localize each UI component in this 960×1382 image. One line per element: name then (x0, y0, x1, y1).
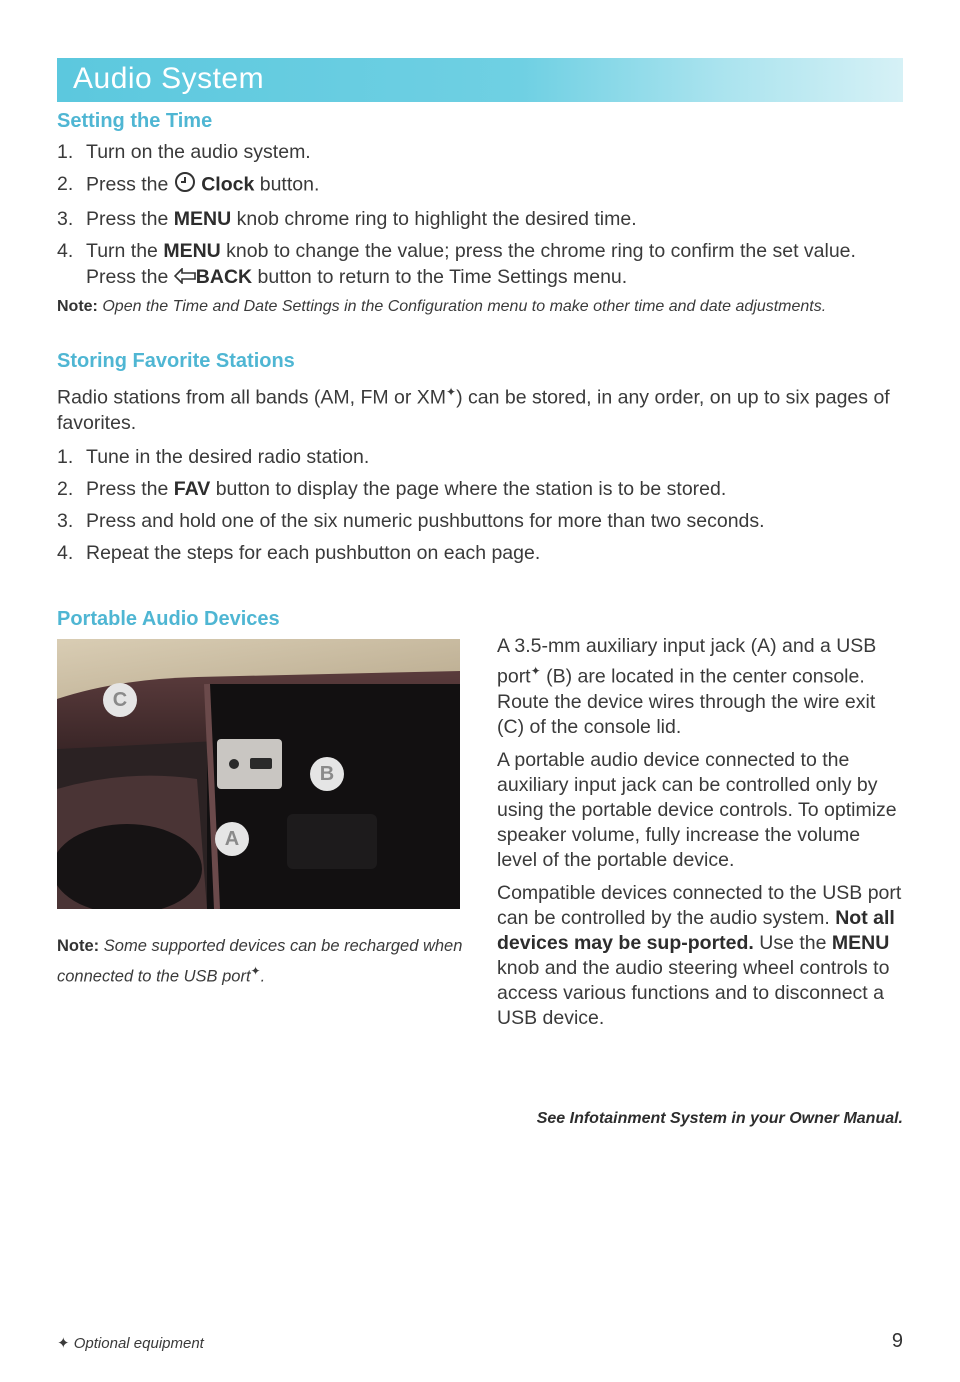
section-heading-portable: Portable Audio Devices (57, 608, 280, 631)
console-photo (57, 639, 460, 909)
favorite-stations-section (57, 350, 903, 567)
portable-audio-section (57, 608, 903, 1078)
paragraph-usb-control: Compatible devices connected to the USB port can be controlled by the audio system. Not all devices may be sup-ported. Use the MENU knob and the audio steering wheel controls to access various functions and to disconnect a USB device. (497, 881, 902, 1029)
time-steps-list (57, 139, 903, 291)
page-number: 9 (891, 1330, 903, 1352)
optional-equipment-icon: ✦ (446, 384, 457, 399)
optional-equipment-icon: ✦ (57, 1335, 70, 1352)
time-note: Note: Open the Time and Date Settings in the Configuration menu to make other time and date adjustments. (57, 297, 827, 315)
page-title: Audio System (73, 62, 265, 95)
favorites-intro: Radio stations from all bands (AM, FM or XM✦) can be stored, in any order, on up to six pages of favorites. (57, 384, 890, 435)
list-item: 2. Press the Clock button. (57, 171, 903, 200)
clock-icon (174, 171, 196, 200)
list-item: 4. Turn the MENU knob to change the value; press the chrome ring to confirm the set value. Press the BACK button to return to the Time Settings menu. (57, 238, 903, 291)
list-item: 3. Press and hold one of the six numeric pushbuttons for more than two seconds. (57, 510, 765, 533)
favorites-steps-list (57, 444, 903, 566)
page-content (57, 110, 903, 1078)
back-arrow-icon (174, 265, 196, 291)
owner-manual-reference: See Infotainment System in your Owner Manual. (536, 1110, 903, 1127)
photo-caption: Note: Some supported devices can be recharged when connected to the USB port✦. (57, 937, 463, 986)
callout-c: C (103, 683, 137, 717)
section-header-bar (57, 58, 903, 102)
optional-equipment-footnote: ✦ Optional equipment (57, 1335, 204, 1352)
section-heading-time: Setting the Time (57, 110, 213, 132)
paragraph-jack-location: A 3.5-mm auxiliary input jack (A) and a USB port✦ (B) are located in the center console. Route the device wires through the wire exit (C) of the console lid. (497, 635, 877, 738)
portable-description (497, 634, 903, 1039)
setting-time-section (57, 110, 903, 316)
section-heading-favorites: Storing Favorite Stations (57, 349, 295, 372)
optional-equipment-icon: ✦ (250, 964, 261, 979)
list-item: 4. Repeat the steps for each pushbutton on each page. (57, 542, 541, 565)
list-item: 2. Press the FAV button to display the page where the station is to be stored. (57, 478, 727, 501)
list-item: 1. Turn on the audio system. (57, 141, 311, 163)
callout-b: B (310, 757, 344, 791)
list-item: 1. Tune in the desired radio station. (57, 446, 370, 469)
list-item: 3. Press the MENU knob chrome ring to highlight the desired time. (57, 208, 637, 230)
paragraph-aux-control: A portable audio device connected to the auxiliary input jack can be controlled only by using the portable device controls. To optimize speaker volume, fully increase the volume level of the portable device. (497, 748, 897, 871)
callout-a: A (215, 822, 249, 856)
optional-equipment-icon: ✦ (530, 664, 541, 679)
